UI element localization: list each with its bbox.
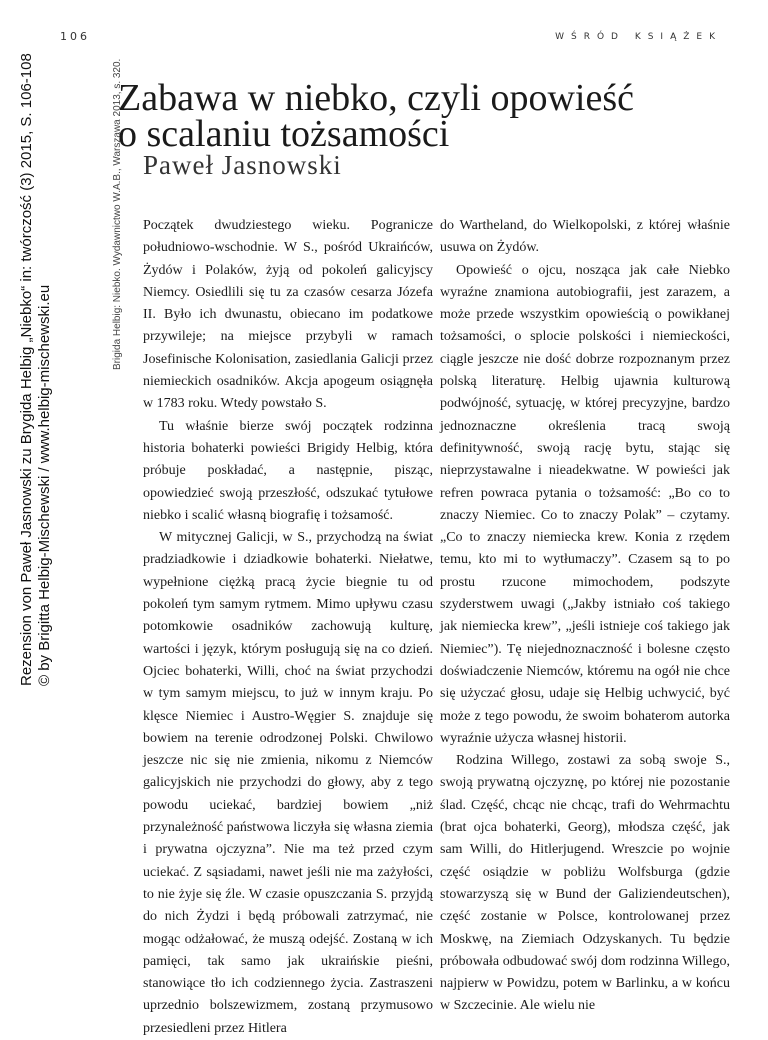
- article-author: Paweł Jasnowski: [143, 150, 342, 180]
- page-number: 106: [60, 30, 90, 43]
- paragraph: W mitycznej Galicji, w S., przychodzą na świat pradziadkowie i dziadkowie bohaterki. Niełatwe, wypełnione ciężką pracą życie biegnie tu od pokoleń tym samym rytmem. Mimo upływu czasu potomkowie osadników zachowują kulturę, wartości i język, którym posługują się na co dzień. Ojciec bohaterki, Willi, choć na świat przychodzi w tym samym miejscu, to już w innym kraju. Po klęsce Niemiec i Austro-Węgier S. znajduje się bowiem na terenie odrodzonej Polski. Chwilowo jeszcze nic się nie zmienia, nikomu z Niemców galicyjskich nie przychodzi do głowy, aby z tego powodu uciekać, bardziej bowiem „niż przynależność państwowa liczyła się własna ziemia i prywatna ojczyzna”. Nie ma też przed czym uciekać. Z sąsiadami, nawet jeśli nie ma zażyłości, to nie żyje się źle. W czasie opuszczania S. przyjdą do nich Żydzi i będą próbowali zatrzymać, nie mogąc odżałować, że muszą odejść. Zostaną w ich pamięci, tak samo jak ukraińskie pieśni, stanowiące tło ich codziennego życia. Zastraszeni uprzednio bolszewizmem, zostaną przymusowo przesiedleni przez Hitlera: [143, 530, 433, 1036]
- copyright-note: © by Brigitta Helbig-Mischewski / www.helbig-mischewski.eu: [36, 284, 53, 686]
- paragraph: do Wartheland, do Wielkopolski, z której właśnie usuwa on Żydów.: [440, 218, 730, 256]
- title-line-2: o scalaniu tożsamości: [118, 113, 450, 155]
- paragraph: Rodzina Willego, zostawi za sobą swoje S., swoją prywatną ojczyznę, po której nie pozostanie ślad. Część, chcąc nie chcąc, trafi do Wehrmachtu (brat ojca bohaterki, Georg), młodsza część, jak sam Willi, do Hitlerjugend. Wreszcie po wojnie część osiądzie w pobliżu Wolfsburga (gdzie stowarzyszą się w Bund der Galiziendeutschen), część zostanie w Polsce, kontrolowanej przez Moskwę, na Ziemiach Odzyskanych. Tu będzie próbowała odbudować swój dom rodzinna Willego, najpierw w Powidzu, potem w Barlinku, a w końcu w Szczecinie. Ale wielu nie: [440, 753, 730, 1014]
- right-column: [440, 215, 730, 1018]
- left-column: [143, 215, 433, 1040]
- review-note: Rezension von Paweł Jasnowski zu Brygida Helbig „Niebko“ in: twórczość (3) 2015, S. 106-108: [18, 53, 35, 686]
- bibliographic-note: Brigida Helbig: Niebko. Wydawnictwo W.A.B., Warszawa 2013, s. 320.: [112, 58, 123, 370]
- article-title: [118, 77, 718, 155]
- title-line-1: Zabawa w niebko, czyli opowieść: [118, 77, 634, 119]
- running-head: WŚRÓD KSIĄŻEK: [555, 32, 722, 42]
- paragraph: Tu właśnie bierze swój początek rodzinna historia bohaterki powieści Brigidy Helbig, która próbuje poskładać, a następnie, pisząc, opowiedzieć swoją przeszłość, odszukać tytułowe niebko i scalić własną biografię i tożsamość.: [143, 418, 433, 523]
- paragraph: Opowieść o ojcu, nosząca jak całe Niebko wyraźne znamiona autobiografii, jest zarazem, a może przede wszystkim opowieścią o powikłanej tożsamości, o splocie polskości i niemieckości, ciągle jeszcze nie dość dobrze rozpoznanym przez polską literaturę. Helbig ujawnia kulturową podwójność, sytuację, w której precyzyjne, bardzo jednoznaczne określenia tracą swoją definitywność, swoją rację bytu, stając się nieprzystawalne i nieadekwatne. W powieści jak refren powraca pytania o tożsamość: „Bo co to znaczy Niemiec. Co to znaczy Polak” – czytamy. „Co to znaczy niemiecka krew. Konia z rzędem temu, kto mi to wytłumaczy”. Czasem są to po prostu rzucone mimochodem, podszyte szyderstwem uwagi („Jakby istniało coś takiego jak niemiecka krew”, „jeśli istnieje coś takiego jak Niemiec”). Tę niejednoznaczność i bolesne często doświadczenie Niemców, któremu na ogół nie chce się użyczać głosu, udaje się Helbig uchwycić, być może z tego powodu, że swoim bohaterom autorka wyraźnie użycza własnej historii.: [440, 262, 730, 746]
- paragraph: Początek dwudziestego wieku. Pogranicze południowo-wschodnie. W S., pośród Ukraińców, Żydów i Polaków, żyją od pokoleń galicyjscy Niemcy. Osiedlili się tu za czasów cesarza Józefa II. Było ich dwunastu, obiecano im podatkowe przywileje; na miejsce przybyli w ramach Josefinische Kolonisation, zasiedlania Galicji przez niemieckich osadników. Akcja apogeum osiągnęła w 1783 roku. Wtedy powstało S.: [143, 218, 433, 412]
